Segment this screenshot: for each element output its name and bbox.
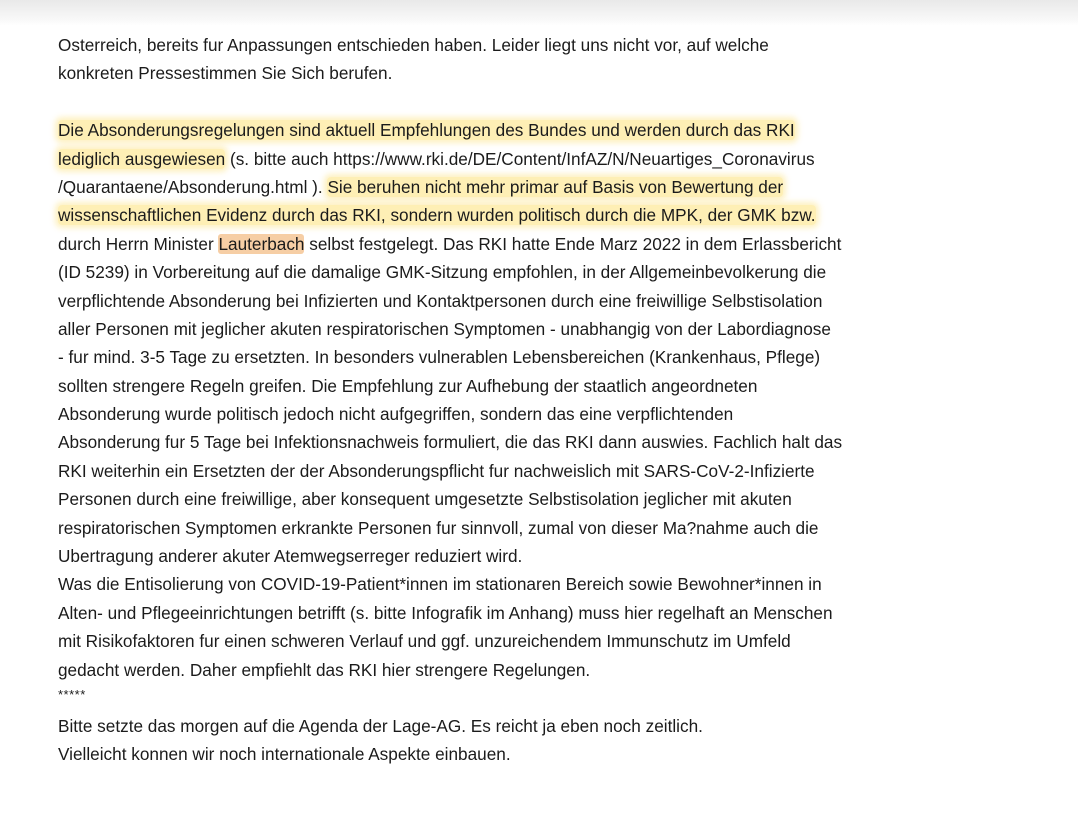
text-line: Was die Entisolierung von COVID-19-Patient*innen im stationaren Bereich sowie Bewohner*innen in xyxy=(58,574,822,595)
highlighted-text: lediglich ausgewiesen xyxy=(58,148,226,169)
text-line xyxy=(58,230,1058,258)
text-line xyxy=(58,201,1058,229)
separator-stars: ***** xyxy=(58,686,86,702)
text-line: Absonderung fur 5 Tage bei Infektionsnachweis formuliert, die das RKI dann auswies. Fachlich halt das xyxy=(58,432,843,453)
paragraph-1 xyxy=(58,31,1058,88)
text-line: sollten strengere Regeln greifen. Die Empfehlung zur Aufhebung der staatlich angeordneten xyxy=(58,375,758,396)
text-line: RKI weiterhin ein Ersetzten der der Absonderungspflicht fur nachweislich mit SARS-CoV-2-Infizierte xyxy=(58,460,815,481)
text-line: Alten- und Pflegeeinrichtungen betrifft (s. bitte Infografik im Anhang) muss hier regelhaft an Menschen xyxy=(58,602,833,623)
text-line: konkreten Pressestimmen Sie Sich berufen. xyxy=(58,63,393,84)
text-line: Absonderung wurde politisch jedoch nicht aufgegriffen, sondern das eine verpflichtenden xyxy=(58,404,734,425)
text-line: (ID 5239) in Vorbereitung auf die damalige GMK-Sitzung empfohlen, in der Allgemeinbevolkerung die xyxy=(58,262,827,283)
text-line xyxy=(58,116,1058,144)
paragraph-3 xyxy=(58,712,1058,769)
text-line: - fur mind. 3-5 Tage zu ersetzten. In besonders vulnerablen Lebensbereichen (Krankenhaus, Pflege) xyxy=(58,347,821,368)
highlighted-text: wissenschaftlichen Evidenz durch das RKI, sondern wurden politisch durch die MPK, der GMK bzw. xyxy=(58,205,816,226)
text-segment: /Quarantaene/Absonderung.html ). xyxy=(58,176,328,197)
paragraph-gap xyxy=(58,88,1058,116)
top-shadow xyxy=(0,0,1078,26)
text-line: mit Risikofaktoren fur einen schweren Verlauf und ggf. unzureichendem Immunschutz im Umfeld xyxy=(58,631,791,652)
text-line: gedacht werden. Daher empfiehlt das RKI hier strengere Regelungen. xyxy=(58,659,591,680)
text-line: Ubertragung anderer akuter Atemwegserreger reduziert wird. xyxy=(58,546,523,567)
highlighted-text: Sie beruhen nicht mehr primar auf Basis von Bewertung der xyxy=(327,176,784,197)
highlighted-text: Die Absonderungsregelungen sind aktuell Empfehlungen des Bundes und werden durch das RKI xyxy=(58,120,795,141)
text-line: respiratorischen Symptomen erkrankte Personen fur sinnvoll, zumal von dieser Ma?nahme auch die xyxy=(58,517,819,538)
text-line: verpflichtende Absonderung bei Infizierten und Kontaktpersonen durch eine freiwillige Selbstisolation xyxy=(58,290,823,311)
text-line: Personen durch eine freiwillige, aber konsequent umgesetzte Selbstisolation jeglicher mit akuten xyxy=(58,489,792,510)
text-line: Osterreich, bereits fur Anpassungen entschieden haben. Leider liegt uns nicht vor, auf welche xyxy=(58,35,769,55)
text-segment: (s. bitte auch https://www.rki.de/DE/Content/InfAZ/N/Neuartiges_Coronavirus xyxy=(225,148,815,169)
text-line xyxy=(58,173,1058,201)
text-segment: selbst festgelegt. Das RKI hatte Ende Marz 2022 in dem Erlassbericht xyxy=(304,233,842,254)
text-segment: durch Herrn Minister xyxy=(58,233,219,254)
text-line: aller Personen mit jeglicher akuten respiratorischen Symptomen - unabhangig von der Labordiagnose xyxy=(58,318,831,339)
text-line xyxy=(58,145,1058,173)
highlighted-name: Lauterbach xyxy=(218,233,305,254)
document-body xyxy=(58,31,1058,769)
text-line: Bitte setzte das morgen auf die Agenda der Lage-AG. Es reicht ja eben noch zeitlich. xyxy=(58,715,703,736)
paragraph-2 xyxy=(58,116,1058,684)
text-line: Vielleicht konnen wir noch internationale Aspekte einbauen. xyxy=(58,744,511,765)
